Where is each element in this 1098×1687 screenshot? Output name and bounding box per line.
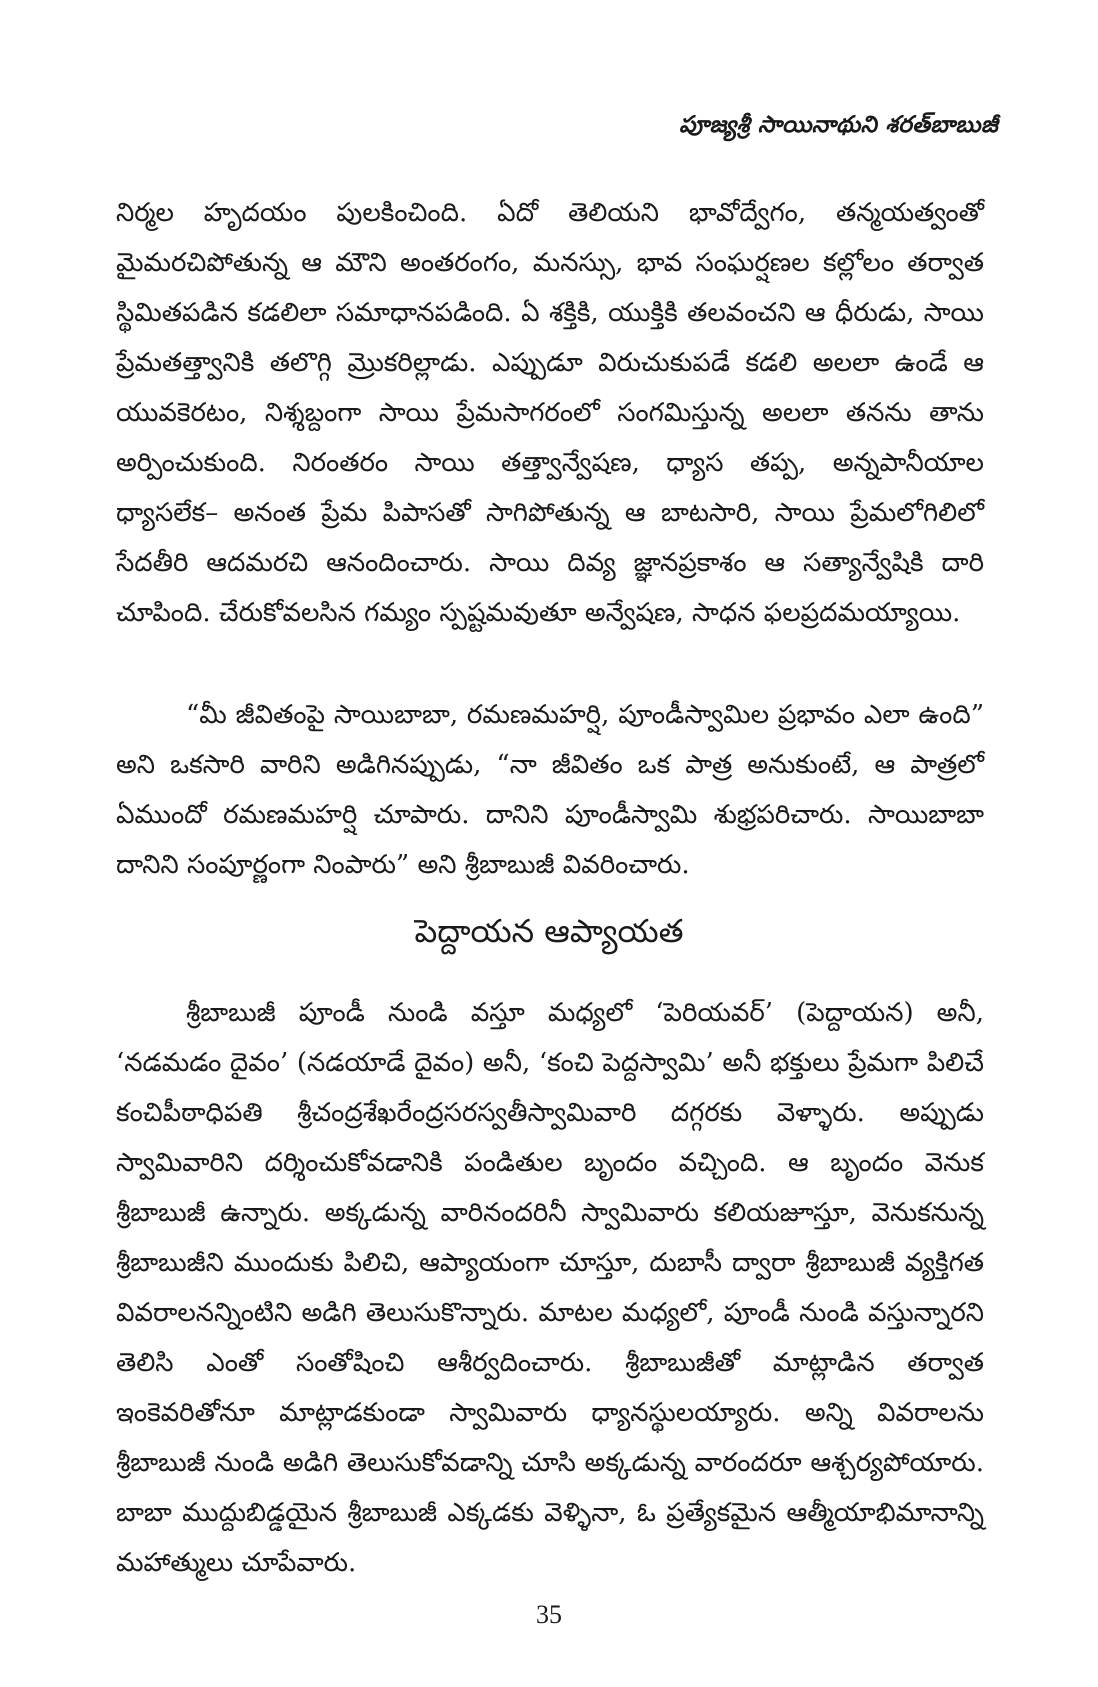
body-paragraph-3: శ్రీబాబుజీ పూండీ నుండి వస్తూ మధ్యలో ‘పెరియవర్’ (పెద్దాయన) అనీ, ‘నడమడం దైవం’ (నడయాడే దైవం) అనీ, ‘కంచి పెద్దస్వామి’ అనీ భక్తులు ప్రేమగా పిలిచే కంచిపీఠాధిపతి శ్రీచంద్రశేఖరేంద్రసరస్వతీస్వామివారి దగ్గరకు వెళ్ళారు. అప్పుడు స్వామివారిని దర్శించుకోవడానికి పండితుల బృందం వచ్చింది. ఆ బృందం వెనుక శ్రీబాబుజీ ఉన్నారు. అక్కడున్న వారినందరినీ స్వామివారు కలియజూస్తూ, వెనుకనున్న శ్రీబాబుజీని ముందుకు పిలిచి, ఆప్యాయంగా చూస్తూ, దుబాసీ ద్వారా శ్రీబాబుజీ వ్యక్తిగత వివరాలనన్నింటిని అడిగి తెలుసుకొన్నారు. మాటల మధ్యలో, పూండీ నుండి వస్తున్నారని తెలిసి ఎంతో సంతోషించి ఆశీర్వదించారు. శ్రీబాబుజీతో మాట్లాడిన తర్వాత ఇంకెవరితోనూ మాట్లాడకుండా స్వామివారు ధ్యానస్థులయ్యారు. అన్ని వివరాలను శ్రీబాబుజీ నుండి అడిగి తెలుసుకోవడాన్ని చూసి అక్కడున్న వారందరూ ఆశ్చర్యపోయారు. బాబా ముద్దుబిడ్డయైన శ్రీబాబుజీ ఎక్కడకు వెళ్ళినా, ఓ ప్రత్యేకమైన ఆత్మీయాభిమానాన్ని మహాత్ములు చూపేవారు. bbox=[116, 998, 984, 1578]
section-heading: పెద్దాయన ఆప్యాయత bbox=[414, 912, 684, 950]
body-paragraph-2: “మీ జీవితంపై సాయిబాబా, రమణమహర్షి, పూండీస్వామిల ప్రభావం ఎలా ఉంది” అని ఒకసారి వారిని అడిగినప్పుడు, “నా జీవితం ఒక పాత్ర అనుకుంటే, ఆ పాత్రలో ఏముందో రమణమహర్షి చూపారు. దానిని పూండీస్వామి శుభ్రపరిచారు. సాయిబాబా దానిని సంపూర్ణంగా నింపారు” అని శ్రీబాబుజీ వివరించారు. bbox=[116, 700, 984, 880]
page-number: 35 bbox=[536, 1600, 562, 1629]
body-paragraph-1: నిర్మల హృదయం పులకించింది. ఏదో తెలియని భావోద్వేగం, తన్మయత్వంతో మైమరచిపోతున్న ఆ మౌని అంతరంగం, మనస్సు, భావ సంఘర్షణల కల్లోలం తర్వాత స్థిమితపడిన కడలిలా సమాధానపడింది. ఏ శక్తికి, యుక్తికి తలవంచని ఆ ధీరుడు, సాయి ప్రేమతత్త్వానికి తలొగ్గి మ్రొకరిల్లాడు. ఎప్పుడూ విరుచుకుపడే కడలి అలలా ఉండే ఆ యువకెరటం, నిశ్శబ్దంగా సాయి ప్రేమసాగరంలో సంగమిస్తున్న అలలా తనను తాను అర్పించుకుంది. నిరంతరం సాయి తత్త్వాన్వేషణ, ధ్యాస తప్ప, అన్నపానీయాల ధ్యాసలేక– అనంత ప్రేమ పిపాసతో సాగిపోతున్న ఆ బాటసారి, సాయి ప్రేమలోగిలిలో సేదతీరి ఆదమరచి ఆనందించారు. సాయి దివ్య జ్ఞానప్రకాశం ఆ సత్యాన్వేషికి దారి చూపింది. చేరుకోవలసిన గమ్యం స్పష్టమవుతూ అన్వేషణ, సాధన ఫలప్రదమయ్యాయి. bbox=[116, 198, 984, 628]
running-header: పూజ్యశ్రీ సాయినాథుని శరత్‌బాబుజీ bbox=[679, 112, 998, 138]
